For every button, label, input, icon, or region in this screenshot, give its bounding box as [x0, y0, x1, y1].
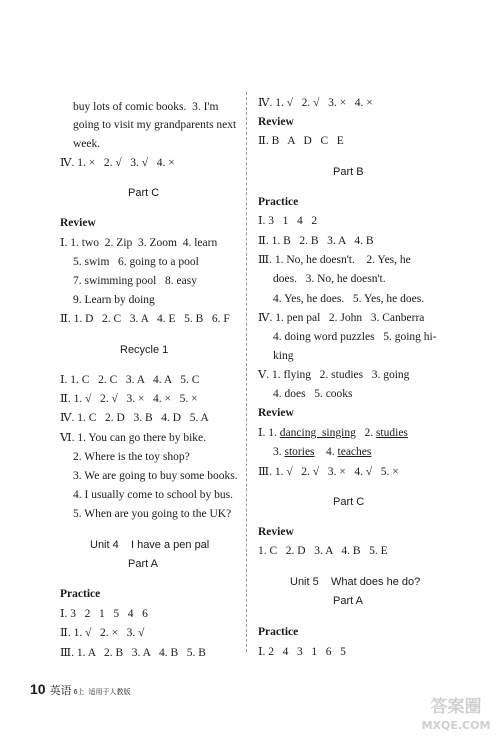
left-answer-line: Unit 4 I have a pen pal	[90, 539, 210, 551]
left-answer-line: Ⅱ. 1. √ 2. × 3. √	[60, 627, 145, 639]
right-answer-line: Review	[258, 116, 294, 128]
watermark-line2: MXQE.COM	[421, 719, 491, 732]
right-answer-line: Unit 5 What does he do?	[290, 576, 421, 588]
right-answer-line: 1. C 2. D 3. A 4. B 5. E	[258, 545, 388, 557]
left-answer-line: Ⅱ. 1. D 2. C 3. A 4. E 5. B 6. F	[60, 313, 230, 325]
grade-label: 6上	[73, 689, 85, 696]
watermark-line1: 答案圈	[430, 697, 482, 717]
left-answer-line: Ⅱ. 1. √ 2. √ 3. × 4. × 5. ×	[60, 393, 198, 405]
left-answer-line: 7. swimming pool 8. easy	[73, 275, 197, 287]
left-answer-line: Part C	[128, 187, 160, 199]
right-answer-line: Part B	[333, 166, 364, 178]
left-answer-line: Recycle 1	[120, 344, 169, 356]
right-answer-line: king	[273, 350, 294, 362]
right-answer-line: Ⅰ. 1. dancing singing 2. studies	[258, 427, 408, 439]
right-answer-line: does. 3. No, he doesn't.	[273, 273, 386, 285]
left-answer-line: Practice	[60, 588, 101, 600]
left-answer-line: 9. Learn by doing	[73, 294, 155, 306]
column-divider	[246, 92, 247, 652]
right-answer-line: Review	[258, 526, 294, 538]
right-answer-line: Ⅳ. 1. √ 2. √ 3. × 4. ×	[258, 97, 373, 109]
right-answer-line: Ⅲ. 1. No, he doesn't. 2. Yes, he	[258, 254, 411, 266]
edition-label: 适用于人教版	[88, 689, 131, 696]
page-number: 10	[30, 681, 46, 697]
watermark-logo	[414, 692, 498, 734]
left-answer-line: 5. When are you going to the UK?	[73, 508, 232, 520]
right-answer-line: 4. doing word puzzles 5. going hi-	[273, 331, 437, 343]
left-answer-line: Review	[60, 217, 96, 229]
left-answer-line: 4. I usually come to school by bus.	[73, 489, 234, 501]
right-answer-line: Ⅴ. 1. flying 2. studies 3. going	[258, 369, 410, 381]
left-answer-line: Ⅰ. 3 2 1 5 4 6	[60, 608, 148, 620]
left-answer-line: Part A	[128, 558, 158, 570]
subject-label: 英语	[49, 685, 72, 697]
left-answer-line: Ⅰ. 1. two 2. Zip 3. Zoom 4. learn	[60, 237, 218, 249]
right-answer-line: 3. stories 4. teaches	[273, 446, 372, 458]
right-answer-line: Ⅰ. 2 4 3 1 6 5	[258, 646, 346, 658]
left-answer-line: 2. Where is the toy shop?	[73, 451, 190, 463]
right-answer-line: Review	[258, 407, 294, 419]
right-answer-line: Ⅱ. 1. B 2. B 3. A 4. B	[258, 235, 374, 247]
right-answer-line: Part A	[333, 595, 363, 607]
left-answer-line: 3. We are going to buy some books.	[73, 470, 238, 482]
left-answer-line: week.	[73, 138, 101, 150]
right-answer-line: Ⅱ. B A D C E	[258, 135, 344, 147]
left-answer-line: Ⅳ. 1. × 2. √ 3. √ 4. ×	[60, 157, 175, 169]
right-answer-line: Part C	[333, 496, 365, 508]
right-answer-line: Practice	[258, 196, 299, 208]
right-answer-line: Ⅲ. 1. √ 2. √ 3. × 4. √ 5. ×	[258, 466, 399, 478]
right-answer-line: Ⅳ. 1. pen pal 2. John 3. Canberra	[258, 312, 425, 324]
left-answer-line: going to visit my grandparents next	[73, 119, 237, 131]
left-answer-line: Ⅲ. 1. A 2. B 3. A 4. B 5. B	[60, 647, 206, 659]
right-answer-line: 4. does 5. cooks	[273, 388, 353, 400]
left-answer-line: buy lots of comic books. 3. I'm	[73, 101, 219, 113]
left-answer-line: Ⅰ. 1. C 2. C 3. A 4. A 5. C	[60, 374, 200, 386]
right-answer-line: Practice	[258, 626, 299, 638]
left-answer-line: 5. swim 6. going to a pool	[73, 256, 199, 268]
page-footer	[30, 681, 130, 698]
left-answer-line: Ⅳ. 1. C 2. D 3. B 4. D 5. A	[60, 412, 209, 424]
right-answer-line: Ⅰ. 3 1 4 2	[258, 215, 318, 227]
right-answer-line: 4. Yes, he does. 5. Yes, he does.	[273, 293, 425, 305]
left-answer-line: Ⅵ. 1. You can go there by bike.	[60, 432, 207, 444]
